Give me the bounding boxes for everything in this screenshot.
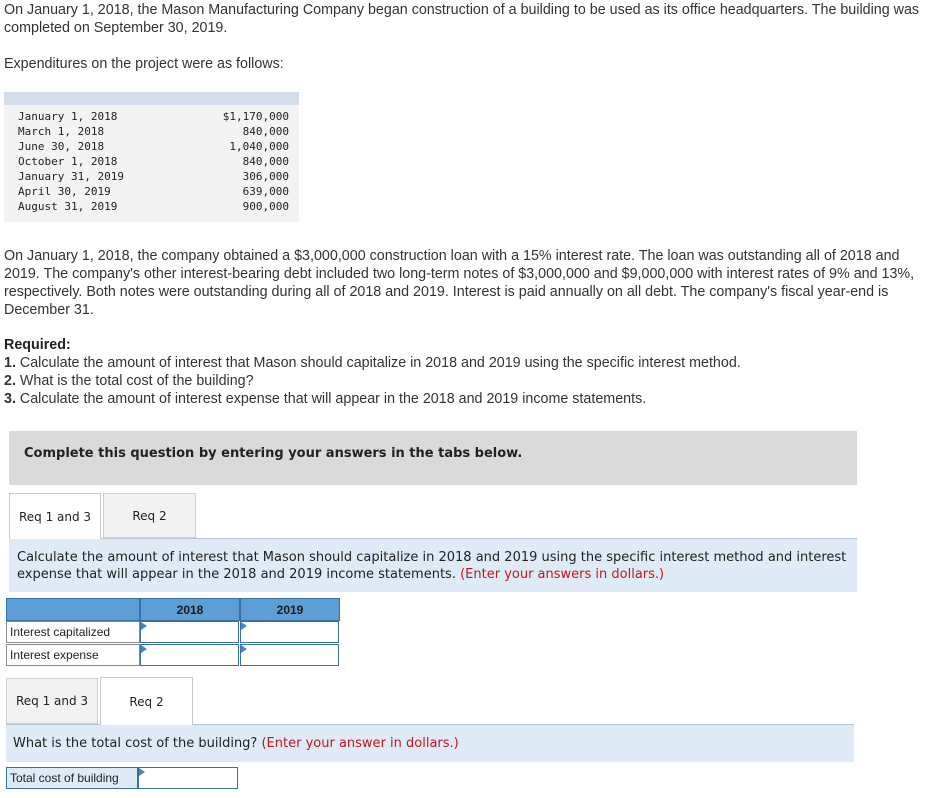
required-heading: Required: (4, 337, 71, 353)
table-row (4, 154, 299, 169)
row-label-interest-expense: Interest expense (6, 644, 140, 666)
banner-text: Complete this question by entering your answers in the tabs below. (24, 446, 523, 461)
expenditures-table-header (4, 92, 299, 105)
table-row (4, 139, 299, 154)
expenditure-date: October 1, 2018 (18, 155, 118, 168)
tab-req-2[interactable]: Req 2 (103, 493, 196, 538)
table-row (4, 124, 299, 139)
table-row (4, 109, 299, 124)
row-label-total-cost: Total cost of building (6, 767, 138, 789)
req2-question: What is the total cost of the building? (13, 736, 258, 751)
req13-instruction-text: Calculate the amount of interest that Mason should capitalize in 2018 and 2019 using the specific interest method and interest expense that will appear in the 2018 and 2019 income statements. (17, 550, 847, 582)
column-header-2018: 2018 (140, 598, 240, 621)
interest-capitalized-2018-input[interactable] (140, 621, 239, 643)
expenditure-amount: 639,000 (242, 185, 289, 198)
expenditure-date: January 31, 2019 (18, 170, 124, 183)
req2-note: (Enter your answer in dollars.) (261, 736, 459, 751)
required-item-number: 2. (4, 373, 16, 389)
expenditure-date: June 30, 2018 (18, 140, 105, 153)
req13-instructions (9, 539, 857, 592)
tab-req-1-and-3[interactable]: Req 1 and 3 (6, 678, 98, 724)
req2-instructions (6, 725, 854, 762)
problem-intro: On January 1, 2018, the Mason Manufacturing Company began construction of a building to be used as its office headquarters. The building was completed on September 30, 2019. (4, 2, 920, 36)
req13-note: (Enter your answers in dollars.) (460, 567, 665, 582)
expenditure-amount: 840,000 (242, 155, 289, 168)
total-cost-input[interactable] (138, 767, 238, 789)
tab-req-2[interactable]: Req 2 (100, 677, 193, 725)
expenditure-date: January 1, 2018 (18, 110, 118, 123)
required-section (4, 336, 934, 408)
table-row (4, 169, 299, 184)
column-header-2019: 2019 (240, 598, 340, 621)
required-item (4, 372, 934, 390)
table-row (4, 184, 299, 199)
expenditures-heading: Expenditures on the project were as follows: (4, 56, 284, 72)
interest-capitalized-2019-input[interactable] (240, 621, 339, 643)
grid-corner-header (6, 598, 140, 621)
interest-expense-2018-input[interactable] (140, 644, 239, 666)
required-item-text: Calculate the amount of interest expense that will appear in the 2018 and 2019 income statements. (15, 391, 647, 407)
interest-expense-2019-input[interactable] (240, 644, 339, 666)
required-item-number: 3. (4, 391, 16, 407)
expenditures-table (4, 92, 299, 222)
expenditure-date: March 1, 2018 (18, 125, 105, 138)
expenditure-amount: 840,000 (242, 125, 289, 138)
tab-req-1-and-3[interactable]: Req 1 and 3 (9, 493, 101, 539)
expenditure-amount: 1,040,000 (229, 140, 289, 153)
required-item-number: 1. (4, 355, 16, 371)
required-item (4, 390, 934, 408)
table-row (4, 199, 299, 214)
expenditure-amount: 900,000 (242, 200, 289, 213)
loan-paragraph: On January 1, 2018, the company obtained a $3,000,000 construction loan with a 15% interest rate. The loan was outstanding all of 2018 and 2019. The company's other interest-bearing debt included two long-term notes of $3,000,000 and $9,000,000 with interest rates of 9% and 13%, respectively. Both notes were outstanding during all of 2018 and 2019. Interest is paid annually on all debt. The company's fiscal year-end is December 31. (4, 248, 915, 318)
row-label-interest-capitalized: Interest capitalized (6, 621, 140, 643)
required-item (4, 354, 934, 372)
expenditure-date: August 31, 2019 (18, 200, 118, 213)
instructions-banner (9, 431, 857, 485)
required-item-text: What is the total cost of the building? (15, 373, 254, 389)
required-item-text: Calculate the amount of interest that Mason should capitalize in 2018 and 2019 using the specific interest method. (15, 355, 741, 371)
expenditure-date: April 30, 2019 (18, 185, 111, 198)
expenditure-amount: $1,170,000 (222, 110, 289, 123)
expenditure-amount: 306,000 (242, 170, 289, 183)
